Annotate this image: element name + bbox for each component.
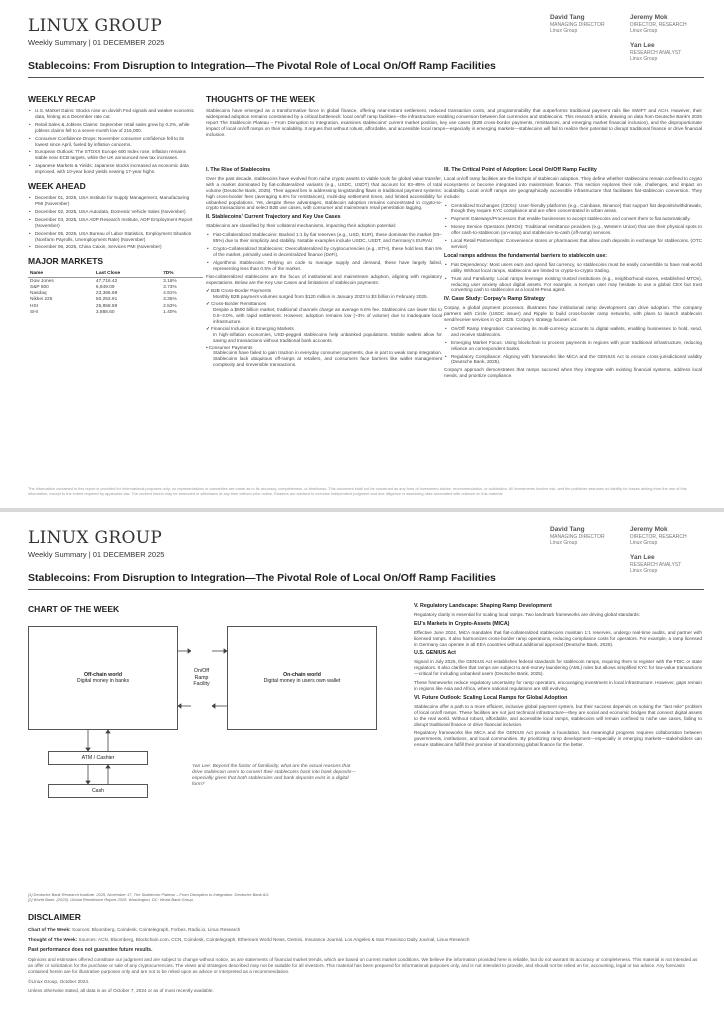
onchain-title: On-chain world (283, 671, 321, 678)
list-item: • Trust and Familiarity: Local ramps leverage existing trusted institutions (e.g., neighborhood stores, established MTOs), reducing user anxiety about digital assets. For example, a Kenyan user may hesitate to use a global CEX but trust converting cash to stablecoins at a local M-Pesa agent. (444, 276, 702, 294)
cell: 50,253.91 (95, 297, 118, 303)
atm-label: ATM / Cashier (81, 754, 115, 761)
ramp-label: On/Off Ramp Facility (193, 668, 210, 688)
arrowhead (106, 765, 110, 768)
cell: 3.18% (163, 278, 177, 284)
paragraph: Regulatory frameworks like MiCA and the GENIUS Act provide a foundation, but meaningful progress requires collaboration between governments, institutions, and local communities. By prioritizing ramp development—especially in emerging markets—stakeholders can ensure stablecoins fulfill their promise of transforming global finance for the better. (414, 730, 702, 748)
logo: LINUX GROUP (28, 16, 163, 36)
author-role: RESEARCH ANALYST (630, 562, 682, 568)
list-item: • December 06, 2025, China Caixin, Services PMI (November) (28, 244, 196, 250)
paragraph: Regulatory clarity is essential for scaling local ramps. Two landmark frameworks are driving global standards: (414, 611, 641, 617)
arrowhead (106, 730, 110, 733)
thoughts-intro: Stablecoins have emerged as a transformative force in global finance, offering near-instant settlement, reduced transaction costs, and programmability that outperforms traditional payment rails like SWIFT and ACH. However, their widespread adoption remains constrained by a critical bottleneck: local on/off ramp facilities—the infrastructure enabling conversion between fiat currencies and stablecoins. This research article, drawing on data from Deutsche Bank's 2025 report The Stablecoin Plateau – From Disruption to Integration, examines stablecoins' current market position, key use cases (B2B cross-border payments, remittances, and emerging market financial inclusion), and the disproportionate impact of local on/off ramps on their scalability. It argues that without robust, affordable, and accessible local ramps—especially in emerging markets—stablecoins will fail to realize their potential to disrupt traditional finance or drive financial inclusion. (206, 108, 702, 137)
cell: Dow Jones (30, 278, 54, 284)
chart-sources-text: Sources: Bloomberg, Coindesk, Cointelegraph, Forbes, Radix.io, Linux Research (71, 927, 241, 932)
paragraph: Local on/off ramp facilities are the linchpin of stablecoin adoption. They define whether stablecoins remain confined to crypto ecosystems or become integrated into mainstream finance. This section explores their role, challenges, and impact on scalability. Local on/off ramps are geographically accessible infrastructure that facilitates fiat-stablecoin conversion. They include: (444, 175, 702, 199)
thought-sources-label: Thought of The Week: (28, 936, 78, 942)
paragraph: Effective June 2024, MiCA mandates that fiat-collateralized stablecoins maintain 1:1 reserves, undergo real-time audits, and partner with licensed ramps. It also harmonizes cross-border ramp operations, reducing compliance costs for operators. For example, a ramp licensed in Germany can operate in all EEA countries without additional approval (Deutsche Bank, 2025). (414, 629, 702, 647)
page-2-right-column (414, 604, 702, 751)
list-item: • U.S. Market Gains: Stocks rose on dovish Fed signals and weaker economic data, hinting at a December rate cut. (28, 108, 196, 120)
list-item: • December 02, 2025, USA Autodata, Domestic Vehicle Sales (November) (28, 209, 196, 215)
list-item: • Fiat Dependency: Most users earn and spend fiat currency, so stablecoins must be easily convertible to have real-world utility. Without local ramps, stablecoins are limited to crypto-to-crypto trading. (444, 262, 702, 274)
footnote: [2] World Bank. (2025). Global Remittance Report 2025. Washington, DC: World Bank Group. (28, 897, 194, 902)
cell: 3,888.60 (95, 309, 115, 315)
section-title: VI. Future Outlook: Scaling Local Ramps for Global Adoption (414, 694, 568, 701)
paragraph: Stablecoins are classified by their collateral mechanisms, impacting their adoption potential: (206, 223, 396, 229)
chart-caption: Yan Lee: Beyond the factor of familiarity, what are the actual reasons that drive stablecoin users to convert their stablecoins back into bank deposits—especially given that both stablecoins and bank deposits exist in a digital form? (192, 764, 357, 788)
subsection-title: EU's Markets in Crypto-Assets (MICA) (414, 620, 510, 627)
cell: 6,849.09 (95, 285, 115, 291)
cell: SHI (30, 309, 38, 315)
cell: S&P 500 (30, 285, 49, 291)
cell: 1.40% (163, 309, 177, 315)
use-case-text: Monthly B2B payment volumes surged from $120 million in January 2023 to $3 billion in February 2025. (213, 294, 428, 300)
use-case-title: Financial Inclusion in Emerging Markets (210, 325, 294, 331)
page-title: Stablecoins: From Disruption to Integration—The Pivotal Role of Local On/Off Ramp Facilities (28, 60, 496, 72)
cell: 25,858.89 (95, 303, 118, 309)
list-item: • Fiat-Collateralized Stablecoins: Backed 1:1 by fiat reserves (e.g., USD, EUR), these dominate the market (83–85%) due to their simplicity and stability. Notable examples include USDC, USDT, and Germany's EURAU. (206, 232, 442, 244)
section-title: I. The Rise of Stablecoins (206, 167, 271, 173)
list-item: • Payment Gateways/Processors that enable businesses to accept stablecoins and convert them to fiat automatically. (444, 216, 702, 222)
chart-heading: CHART OF THE WEEK (28, 604, 120, 614)
use-case-title: Cross-Border Remittances (210, 301, 267, 307)
author-org: Linux Group (630, 28, 658, 34)
thoughts-heading: THOUGHTS OF THE WEEK (206, 94, 316, 104)
thought-sources-text: Sources: ACN, Bloomberg, Blockchain.com, CCN, Coindesk, Cointelegraph, Ethereum World News, Gemini, Insurance Journal, Los Angeles & San Francisco Daily Journal, Linux Research (78, 936, 470, 942)
check-icon: ✓ (206, 301, 210, 307)
author-name: Yan Lee (630, 554, 655, 561)
use-case-text: In high-inflation economies, USD-pegged stablecoins help unbanked populations. Mobile wallets allow for saving and transactions without traditional bank accounts. (213, 331, 442, 343)
list-item: • Consumer Confidence Drops: November consumer confidence fell to its lowest since April, fueled by inflation concerns. (28, 136, 196, 148)
author-role: MANAGING DIRECTOR (550, 534, 605, 540)
report-subtitle: Weekly Summary | 01 DECEMBER 2025 (28, 550, 165, 559)
logo: LINUX GROUP (28, 528, 163, 548)
thought-sources (28, 937, 702, 943)
list-item: • Money Service Operators (MSOs): Traditional remittance providers (e.g., Western Union) that use their physical spots to offer cash-to-stablecoin (on-ramp) and stablecoin-to-cash (off-ramp) services. (444, 224, 702, 236)
chart-sources-label: Chart of The Week: (28, 927, 71, 932)
list-item: • Regulatory Compliance: Aligning with frameworks like MiCA and the GENIUS Act to ensure cross-jurisdictional validity (Deutsche Bank, 2025). (444, 354, 702, 366)
arrowhead (178, 704, 181, 708)
cell: Nikkei 225 (30, 297, 53, 303)
offchain-world-box (28, 626, 178, 730)
author-name: Jeremy Mok (630, 526, 668, 533)
atm-cashier-box (48, 751, 148, 765)
check-icon: ✓ (206, 288, 210, 294)
section-title: V. Regulatory Landscape: Shaping Ramp Development (414, 603, 552, 609)
onchain-subtitle: Digital money in users own wallet (263, 678, 341, 684)
past-performance-note: Past performance does not guarantee future results. (28, 946, 153, 953)
author-org: Linux Group (630, 540, 658, 546)
cell: 47,716.42 (95, 278, 118, 284)
paragraph: Fiat-collateralized stablecoins are the focus of institutional and mainstream adoption, aligning with regulatory expectations. Below are the Key Use Cases and limitations of stablecoin payments: (206, 273, 442, 285)
paragraph: Corpay, a global payment processor, illustrates how institutional ramp development can drive adoption. The company partners with Circle (USDC issuer) and Ripple to build cross-border ramp networks, with plans to launch stablecoin send/receive services in Q4 2025. Corpay's strategy focuses on: (444, 305, 702, 323)
offchain-subtitle: Digital money in banks (76, 678, 130, 684)
cell: 23,365.69 (95, 291, 118, 297)
list-item: • Algorithmic Stablecoins: Relying on code to manage supply and demand, these have largely failed, representing less than 0.5% of the market. (206, 260, 442, 272)
disclaimer-section (28, 912, 702, 998)
offchain-label (77, 672, 129, 685)
section-title: IV. Case Study: Corpay's Ramp Strategy (444, 296, 545, 303)
list-item: • European Outlook: The STOXX Europe 600 Index rose; inflation remains stable near ECB targets, while the UK announced new tax increases. (28, 149, 196, 161)
col-header: 7D% (161, 270, 203, 278)
subsection-title: U.S. GENIUS Act (414, 650, 456, 657)
cell: 3.73% (163, 285, 177, 291)
author-name: David Tang (550, 526, 585, 533)
cash-label: Cash (91, 787, 105, 794)
arrowhead (212, 704, 215, 708)
chart-sources (28, 927, 702, 933)
paragraph: Over the past decade, stablecoins have evolved from niche crypto assets to viable tools for global value transfer, with a market dominated by fiat-collateralized variants (e.g., USDC, USDT) that account for 83–85% of total volume (Deutsche Bank, 2025). Their appeal lies in addressing longstanding flaws in traditional payment systems: high cross-border fees (averaging 6.6% for remittances), multi-day settlement times, and limited accessibility for unbanked populations. Yet, despite these advantages, stablecoin adoption remains concentrated in crypto-to-crypto transactions and select B2B use cases, with consumer and mainstream retail penetration lagging. (206, 175, 442, 211)
bullet-icon: • (206, 344, 208, 350)
author-name: Jeremy Mok (630, 14, 668, 21)
use-case-text: Stablecoins have failed to gain traction in everyday consumer payments, due in part to weak ramp integration. Stablecoins lack ubiquitous off-ramps at retailers, and consumers face barriers like wallet management complexity and irreversible transactions. (213, 350, 442, 368)
list-item: • Centralized Exchanges (CEXs): User-friendly platforms (e.g., Coinbase, Binance) that support fiat deposits/withdrawals, though they require KYC compliance and are often concentrated in urban areas. (444, 203, 702, 215)
page-title: Stablecoins: From Disruption to Integration—The Pivotal Role of Local On/Off Ramp Facilities (28, 572, 496, 584)
onchain-world-box (227, 626, 377, 730)
use-case-title: B2B Cross-Border Payments (210, 288, 272, 294)
use-case-text: Despite a $600 billion market, traditional channels charge an average 6.6% fee. Stablecoins can lower this to 0.5–3.0%, with rapid settlement. However, adoption remains low (~3% of volume) due to inadequate local infrastructure. (213, 307, 442, 324)
author-role: DIRECTOR, RESEARCH (630, 22, 687, 28)
author-org: Linux Group (550, 540, 578, 546)
list-item: • Retail Sales & Jobless Claims: September retail sales grew by 0.2%, while jobless claims fell to a seven-month low of 216,000. (28, 122, 196, 134)
onchain-label (264, 672, 341, 685)
author-role: DIRECTOR, RESEARCH (630, 534, 687, 540)
list-item: • December 05, 2025, USA Bureau of Labor Statistics, Employment Situation (Nonfarm Payrolls, Unemployment Rate) (November) (28, 231, 196, 243)
paragraph: Stablecoins offer a path to a more efficient, inclusive global payment system, but their success depends on solving the "last mile" problem of local on/off ramps. These facilities are not just technical infrastructure—they are social and economic bridges that connect digital assets to the real world. Without robust, affordable, and accessible local ramps, stablecoins will remain confined to niche use cases, failing to disrupt traditional finance or drive financial inclusion. (414, 703, 702, 727)
page-1-disclaimer: The information contained in this report is provided for informational purposes only; no representations or warranties are made as to its accuracy, completeness, or timeliness. This document shall not be construed as any form of investment advice, recommendation, or solicitation. All investments involve risk, and the publisher assumes no liability for losses arising from the use of this information, except to the extent required by applicable law. The content herein may be amended or withdrawn at any time without prior notice. Readers are advised to exercise independent judgment and due diligence in assessing risks associated with reliance on this material. (28, 486, 687, 496)
offchain-title: Off-chain world (83, 671, 123, 678)
col-header: Last Close (94, 270, 161, 278)
list-item: • Local Retail Partnerships: Convenience stores or pharmacies that allow cash deposits in exchange for stablecoins. (OTC service) (444, 238, 702, 250)
cash-box (48, 784, 148, 798)
ramp-facility (191, 626, 212, 730)
markets-heading: MAJOR MARKETS (28, 256, 104, 267)
disclaimer-heading: DISCLAIMER (28, 912, 81, 922)
list-item: • December 01, 2025, USA Institute for Supply Management, Manufacturing PMI (November) (28, 195, 196, 207)
cell: Nasdaq (30, 291, 47, 297)
paragraph: Signed in July 2025, the GENIUS Act establishes federal standards for stablecoin ramps, requiring them to register with the FDIC or state regulators. It also clarifies that ramps are subject to anti-money laundering (AML) rules but allows simplified KYC for low-value transactions—critical for including unbanked users (Deutsche Bank, 2025). (414, 659, 702, 677)
copyright: ©Linux Group, October 2024. (28, 978, 90, 984)
list-item: • Japanese Markets & Yields: Japanese stocks increased as economic data improved, with 10-year bond yields nearing 17-year highs. (28, 163, 196, 175)
subsection-title: Local ramps address the fundamental barriers to stablecoin use: (444, 252, 608, 259)
section-title: II. Stablecoins' Current Trajectory and Key Use Cases (206, 214, 341, 221)
cell: 2.53% (163, 303, 177, 309)
list-item: • Crypto-Collateralized Stablecoins: Overcollateralized by cryptocurrencies (e.g., ETH), these hold less than 5% of the market, primarily used in decentralized finance (DeFi). (206, 246, 442, 258)
list-item: • On/Off Ramp Integration: Connecting its multi-currency accounts to digital wallets, enabling businesses to hold, send, and receive stablecoins. (444, 326, 702, 338)
author-org: Linux Group (630, 568, 658, 574)
author-name: Yan Lee (630, 42, 655, 49)
author-role: MANAGING DIRECTOR (550, 22, 605, 28)
report-subtitle: Weekly Summary | 01 DECEMBER 2025 (28, 38, 165, 47)
check-icon: ✓ (206, 325, 210, 331)
author-org: Linux Group (630, 56, 658, 62)
use-case-title: Consumer Payments (208, 344, 253, 350)
list-item: • December 03, 2025, USA ADP Research Institute, ADP Employment Report (November) (28, 217, 196, 229)
col-header: Name (28, 270, 94, 278)
cell: HSI (30, 303, 38, 309)
opinion-disclaimer: Opinions and estimates offered constitute our judgment and are subject to change without notice, as are statements of financial market trends, which are based on current market conditions. We believe the information provided here is reliable, but do not warrant its accuracy or completeness. This material is not intended as an offer or solicitation for the purchase or sale of any cryptocurrencies. The views and strategies described may not be suitable for all investors. This material has been prepared for informational purposes only, and is not intended to provide, and should not be relied on for, accounting, legal or tax advice. Any forecasts contained herein are for illustrative purposes only and are not to be relied upon as advice or interpreted as a recommendation. (28, 956, 698, 974)
cell: 4.91% (163, 291, 177, 297)
paragraph: These frameworks reduce regulatory uncertainty for ramp operators, encouraging investment in local infrastructure. However, gaps remain in regions like Asia and Africa, where national regulations are still evolving. (414, 680, 702, 691)
list-item: • Emerging Market Focus: Using blockchain to process payments in regions with poor traditional infrastructure, reducing reliance on correspondent banks. (444, 340, 702, 352)
week-ahead-heading: WEEK AHEAD (28, 181, 86, 192)
paragraph: Corpay's approach demonstrates that ramps succeed when they integrate with existing financial systems, address local needs, and prioritize compliance. (444, 367, 702, 379)
section-title: III. The Critical Point of Adoption: Local On/Off Ramp Facility (444, 167, 597, 173)
data-as-of: Unless otherwise stated, all data is as of October 7, 2024 or as of most recently available. (28, 988, 214, 994)
footnote: [1] Deutsche Bank Research Institute. 2025, November 17. The Stablecoin Plateau – From Disruption to Integration. Deutsche Bank AG. (28, 892, 270, 897)
recap-heading: WEEKLY RECAP (28, 94, 96, 104)
author-org: Linux Group (550, 28, 578, 34)
author-name: David Tang (550, 14, 585, 21)
author-role: RESEARCH ANALYST (630, 50, 682, 56)
cell: 3.35% (163, 297, 177, 303)
